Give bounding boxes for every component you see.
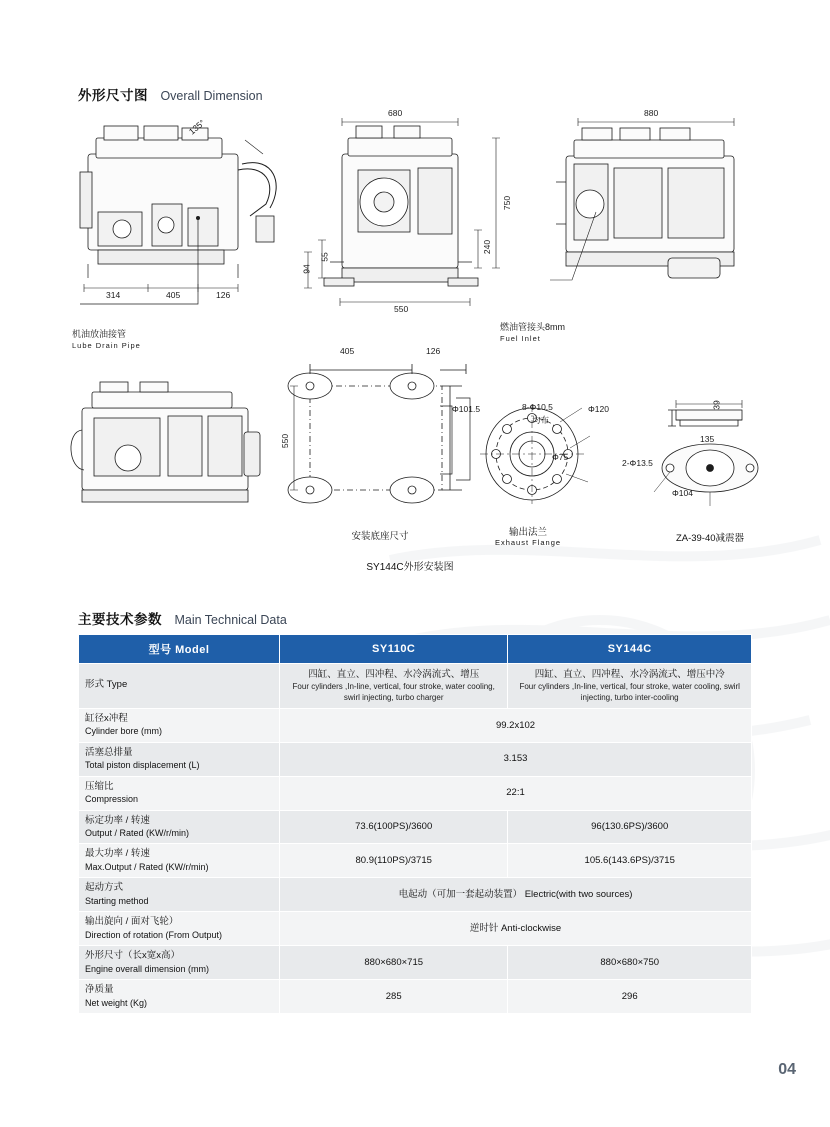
view3-dim-880: 880: [644, 108, 659, 118]
row-param: [79, 878, 280, 912]
row-param: [79, 664, 280, 709]
figure-caption: SY144C外形安装图: [366, 562, 454, 573]
view3-callout-en: Fuel Inlet: [500, 334, 541, 343]
page-number: 04: [778, 1061, 796, 1078]
row-value-sy144c: [508, 980, 752, 1014]
row-value-cn: 四缸、直立、四冲程、水冷涡流式、增压: [308, 669, 480, 680]
row-param-en: Starting method: [85, 896, 149, 907]
row-value-shared: [280, 742, 752, 776]
spec-table: [78, 634, 752, 1014]
view1-dim-405: 405: [166, 290, 181, 300]
row-value-cn: 22:1: [506, 787, 525, 799]
row-param: [79, 776, 280, 810]
row-param: [79, 742, 280, 776]
row-value-sy110c: [280, 810, 508, 844]
row-param-cn: 活塞总排量: [85, 746, 133, 758]
row-param-cn: 形式 Type: [85, 679, 128, 691]
base-dim-126: 126: [426, 346, 441, 356]
table-header-sy144c: SY144C: [508, 635, 752, 664]
flange-caption: [468, 524, 588, 547]
damper-dim-135: 135: [700, 434, 715, 444]
row-param: [79, 912, 280, 946]
base-caption: 安装底座尺寸: [351, 531, 409, 542]
view1-dim-126: 126: [216, 290, 231, 300]
row-param-cn: 压缩比: [85, 780, 114, 792]
flange-dim-120: Φ120: [588, 404, 609, 414]
table-row: [79, 980, 752, 1014]
view1-callout-en: Lube Drain Pipe: [72, 341, 141, 350]
row-value-cn: 四缸、直立、四冲程、水冷涡流式、增压中冷: [534, 669, 725, 680]
flange-caption-cn: 输出法兰: [508, 527, 547, 538]
row-param-en: Total piston displacement (L): [85, 760, 200, 771]
drawing-view-front: [300, 108, 520, 322]
row-value-cn: 296: [621, 991, 638, 1003]
row-value-cn: 285: [385, 991, 402, 1003]
row-param-cn: 最大功率 / 转速: [85, 848, 150, 860]
view1-dim-314: 314: [106, 290, 121, 300]
table-header-sy110c: SY110C: [280, 635, 508, 664]
row-value-sy110c: [280, 664, 508, 709]
view1-angle-label: 135°: [186, 117, 207, 137]
row-value-sy110c: [280, 946, 508, 980]
row-value-sy110c: [280, 980, 508, 1014]
table-row: [79, 776, 752, 810]
row-param-cn: 起动方式: [85, 882, 124, 894]
view2-dim-750: 750: [502, 195, 513, 211]
row-param-en: Direction of rotation (From Output): [85, 930, 223, 941]
view2-dim-55: 55: [319, 252, 330, 262]
damper-dim-104: Φ104: [672, 488, 693, 498]
table-row: [79, 912, 752, 946]
row-param-en: Cylinder bore (mm): [85, 726, 163, 737]
drawing-damper: [640, 396, 780, 514]
section-heading-dimension-cn: 外形尺寸图: [78, 88, 148, 103]
row-value-shared: [280, 708, 752, 742]
row-param-en: Output / Rated (KW/r/min): [85, 828, 190, 839]
flange-caption-en: Exhaust Flange: [494, 538, 562, 547]
row-param-cn: 净质量: [85, 984, 114, 996]
row-value-sy144c: [508, 844, 752, 878]
row-param-cn: 缸径x冲程: [85, 712, 128, 724]
row-value-cn: 电起动（可加一套起动装置） Electric(with two sources): [398, 889, 633, 901]
table-header-model: 型号 Model: [79, 635, 280, 664]
row-param: [79, 946, 280, 980]
row-param-en: Net weight (Kg): [85, 998, 148, 1009]
row-value-sy144c: [508, 810, 752, 844]
section-heading-dimension: [78, 84, 263, 105]
view2-dim-550: 550: [394, 304, 409, 314]
flange-dim-note: 均布: [532, 415, 550, 425]
view2-dim-240: 240: [482, 239, 493, 255]
view3-callout-cn: 燃油管接头8mm: [500, 322, 565, 332]
row-value-cn: 99.2x102: [495, 719, 536, 731]
table-row: [79, 844, 752, 878]
view2-dim-94: 94: [301, 264, 312, 274]
table-row: [79, 946, 752, 980]
row-param-cn: 标定功率 / 转速: [85, 814, 150, 826]
view1-callout-leader: [70, 200, 210, 330]
drawing-mounting-base: [280, 346, 480, 530]
section-heading-dimension-en: Overall Dimension: [160, 89, 263, 103]
drawing-view-bottom-left: [62, 372, 272, 522]
row-value-sy144c: [508, 664, 752, 709]
flange-dim-8-10-5: 8-Φ10.5: [522, 402, 553, 412]
row-value-sy110c: [280, 844, 508, 878]
row-value-cn: 73.6(100PS)/3600: [355, 821, 433, 833]
damper-caption: ZA-39-40减震器: [675, 533, 745, 544]
table-row: [79, 878, 752, 912]
row-param-cn: 外形尺寸（长x宽x高）: [85, 950, 181, 962]
row-value-shared: [280, 912, 752, 946]
row-value-cn: 880×680×715: [364, 957, 424, 969]
view2-dim-680: 680: [388, 108, 403, 118]
damper-dim-39: 39: [711, 400, 722, 410]
row-value-cn: 逆时针 Anti-clockwise: [469, 923, 562, 935]
row-param-en: Compression: [85, 794, 139, 805]
row-value-sy144c: [508, 946, 752, 980]
flange-dim-75: Φ75: [552, 452, 569, 462]
drawing-view-rear: [548, 108, 758, 312]
row-value-en: Four cylinders ,In-line, vertical, four stroke, water cooling, swirl injecting, turbo charger: [292, 682, 495, 703]
row-param-en: Max.Output / Rated (KW/r/min): [85, 862, 209, 873]
table-row: [79, 742, 752, 776]
row-value-cn: 880×680×750: [600, 957, 660, 969]
row-param: [79, 708, 280, 742]
row-value-shared: [280, 776, 752, 810]
row-param: [79, 844, 280, 878]
flange-dim-101-5: Φ101.5: [452, 404, 481, 414]
section-heading-technical-en: Main Technical Data: [174, 613, 287, 627]
table-row: [79, 708, 752, 742]
row-param: [79, 980, 280, 1014]
table-header-row: [79, 635, 752, 664]
section-heading-technical: [78, 608, 287, 629]
row-value-cn: 80.9(110PS)/3715: [355, 855, 432, 867]
row-param-en: Engine overall dimension (mm): [85, 964, 210, 975]
base-dim-405: 405: [340, 346, 355, 356]
row-value-cn: 96(130.6PS)/3600: [591, 821, 669, 833]
table-row: [79, 810, 752, 844]
table-row: [79, 664, 752, 709]
section-heading-technical-cn: 主要技术参数: [78, 612, 162, 627]
base-dim-550: 550: [280, 433, 291, 449]
damper-dim-2-13-5: 2-Φ13.5: [622, 458, 653, 468]
row-value-cn: 105.6(143.6PS)/3715: [584, 855, 675, 867]
row-value-shared: [280, 878, 752, 912]
view1-callout-cn: 机油放油接管: [72, 329, 127, 339]
row-param: [79, 810, 280, 844]
row-value-cn: 3.153: [503, 753, 528, 765]
row-value-en: Four cylinders ,In-line, vertical, four stroke, water cooling, swirl injecting, turbo inter-cooling: [519, 682, 740, 703]
row-param-cn: 输出旋向 / 面对飞轮）: [85, 916, 179, 928]
